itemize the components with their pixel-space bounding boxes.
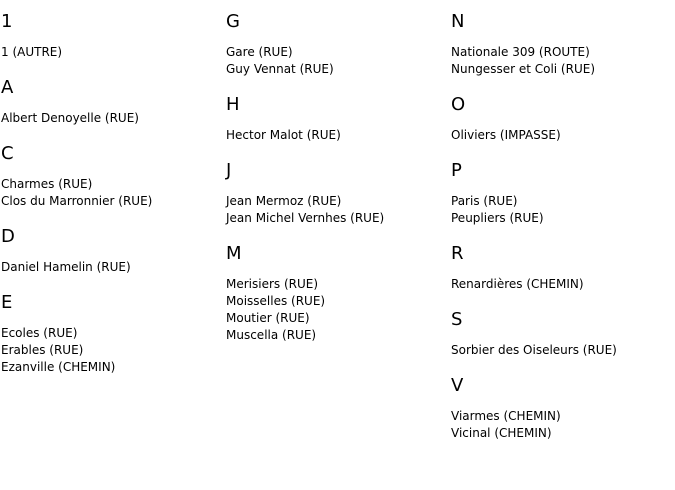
letter-group (1, 12, 221, 61)
letter-group (451, 12, 671, 78)
street-name: Paris (RUE) (451, 194, 518, 208)
group-letter-heading: J (226, 160, 232, 181)
street-list (451, 342, 671, 359)
street-name: Jean Michel Vernhes (RUE) (226, 211, 385, 225)
street-name: Merisiers (RUE) (226, 277, 319, 291)
street-list (226, 127, 446, 144)
group-letter-heading: 1 (1, 11, 13, 32)
street-list (451, 193, 671, 227)
street-name: Guy Vennat (RUE) (226, 62, 334, 76)
group-letter-heading: N (451, 11, 465, 32)
street-list (451, 276, 671, 293)
group-letter-heading: G (226, 11, 240, 32)
street-list (226, 193, 446, 227)
street-name: Daniel Hamelin (RUE) (1, 260, 131, 274)
letter-group (451, 95, 671, 144)
street-list (226, 44, 446, 78)
street-list (226, 276, 446, 344)
street-name: Hector Malot (RUE) (226, 128, 341, 142)
street-list (451, 44, 671, 78)
street-name: Clos du Marronnier (RUE) (1, 194, 153, 208)
letter-group (451, 244, 671, 293)
group-letter-heading: C (1, 143, 14, 164)
street-name: Nungesser et Coli (RUE) (451, 62, 595, 76)
group-letter-heading: V (451, 375, 464, 396)
street-list (1, 110, 221, 127)
letter-group (451, 376, 671, 442)
street-list (1, 176, 221, 210)
street-list (451, 408, 671, 442)
group-letter-heading: A (1, 77, 14, 98)
letter-group (1, 78, 221, 127)
group-letter-heading: M (226, 243, 242, 264)
street-index-column (1, 12, 221, 393)
letter-group (226, 12, 446, 78)
letter-group (451, 161, 671, 227)
street-name: Gare (RUE) (226, 45, 293, 59)
letter-group (1, 227, 221, 276)
street-index-column (451, 12, 671, 459)
letter-group (1, 293, 221, 376)
group-letter-heading: E (1, 292, 13, 313)
letter-group (226, 95, 446, 144)
street-name: Sorbier des Oiseleurs (RUE) (451, 343, 617, 357)
group-letter-heading: P (451, 160, 462, 181)
street-name: Jean Mermoz (RUE) (226, 194, 342, 208)
street-name: Moisselles (RUE) (226, 294, 326, 308)
letter-group (1, 144, 221, 210)
street-name: Ezanville (CHEMIN) (1, 360, 116, 374)
street-name: Viarmes (CHEMIN) (451, 409, 561, 423)
group-letter-heading: H (226, 94, 240, 115)
letter-group (226, 244, 446, 344)
group-letter-heading: S (451, 309, 463, 330)
street-name: Renardières (CHEMIN) (451, 277, 584, 291)
street-name: Charmes (RUE) (1, 177, 93, 191)
group-letter-heading: O (451, 94, 466, 115)
letter-group (451, 310, 671, 359)
street-index-column (226, 12, 446, 361)
street-name: Albert Denoyelle (RUE) (1, 111, 139, 125)
street-name: Oliviers (IMPASSE) (451, 128, 561, 142)
group-letter-heading: R (451, 243, 464, 264)
street-name: Ecoles (RUE) (1, 326, 78, 340)
street-name: Peupliers (RUE) (451, 211, 544, 225)
street-name: Vicinal (CHEMIN) (451, 426, 552, 440)
street-list (1, 325, 221, 376)
street-name: Muscella (RUE) (226, 328, 317, 342)
street-name: 1 (AUTRE) (1, 45, 63, 59)
letter-group (226, 161, 446, 227)
street-list (451, 127, 671, 144)
street-name: Moutier (RUE) (226, 311, 310, 325)
street-list (1, 259, 221, 276)
street-name: Erables (RUE) (1, 343, 84, 357)
street-name: Nationale 309 (ROUTE) (451, 45, 590, 59)
street-list (1, 44, 221, 61)
group-letter-heading: D (1, 226, 15, 247)
